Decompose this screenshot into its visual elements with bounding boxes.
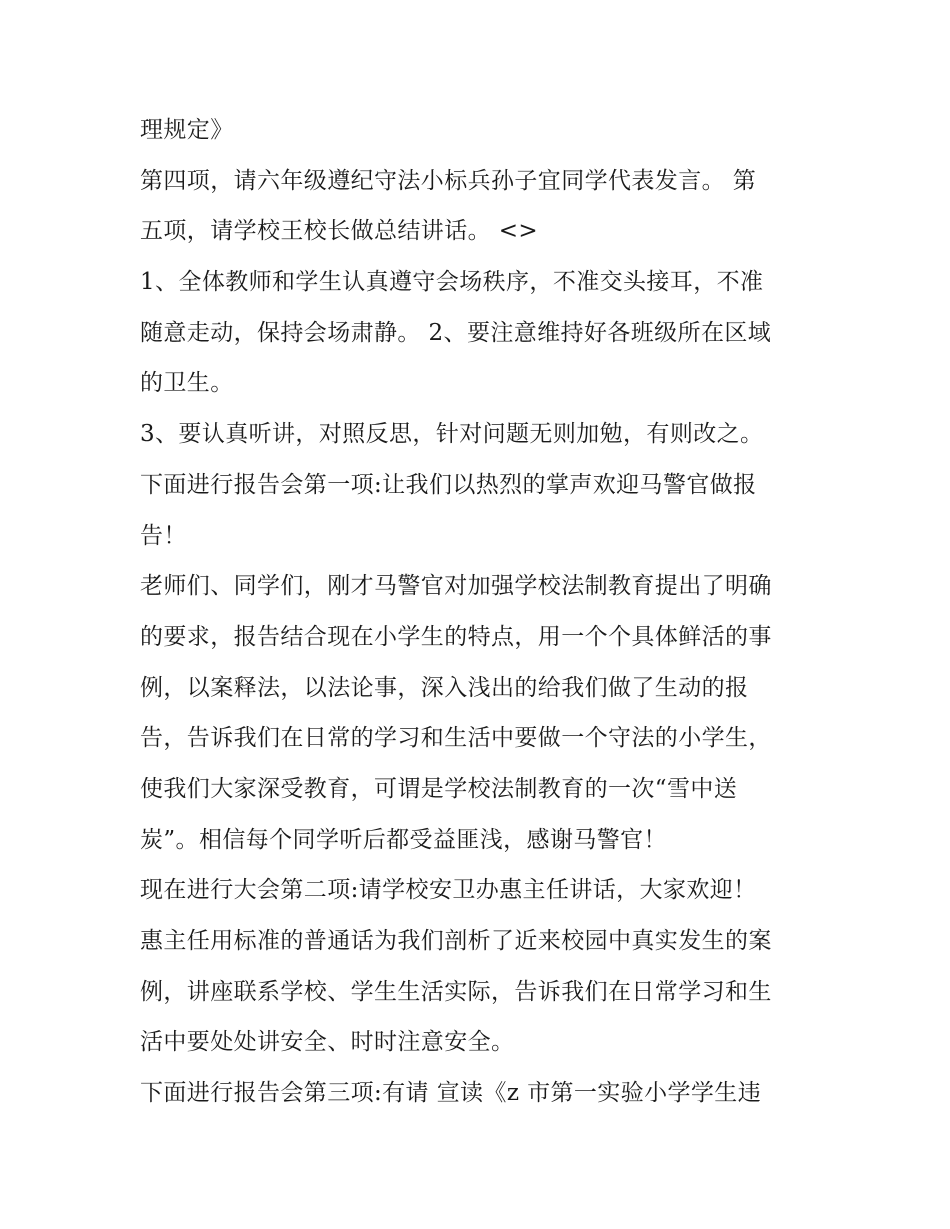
text-line-12: 例，以案释法，以法论事，深入浅出的给我们做了生动的报: [140, 674, 749, 701]
text-line-17: 惠主任用标准的普通话为我们剖析了近来校园中真实发生的案: [140, 928, 772, 954]
text-line-2: 第四项，请六年级遵纪守法小标兵孙子宜同学代表发言。 第: [140, 167, 757, 194]
text-line-3: 五项，请学校王校长做总结讲话。 <>: [140, 218, 539, 245]
text-line-5: 随意走动，保持会场肃静。 2、要注意维持好各班级所在区域: [140, 319, 772, 346]
text-line-8: 下面进行报告会第一项:让我们以热烈的掌声欢迎马警官做报: [140, 471, 757, 498]
text-line-4: 1、全体教师和学生认真遵守会场秩序，不准交头接耳，不准: [140, 269, 764, 296]
text-line-15: 炭”。相信每个同学听后都受益匪浅，感谢马警官！: [140, 826, 667, 853]
text-line-18: 例，讲座联系学校、学生生活实际，告诉我们在日常学习和生: [140, 978, 772, 1005]
text-line-6: 的卫生。: [140, 370, 234, 397]
text-line-13: 告，告诉我们在日常的学习和生活中要做一个守法的小学生，: [140, 725, 772, 752]
text-line-10: 老师们、同学们，刚才马警官对加强学校法制教育提出了明确: [140, 573, 772, 600]
text-line-1: 理规定》: [140, 117, 234, 143]
document-body: [140, 105, 820, 1119]
text-line-9: 告！: [140, 522, 187, 549]
text-line-11: 的要求，报告结合现在小学生的特点，用一个个具体鲜活的事: [140, 623, 772, 650]
text-line-20: 下面进行报告会第三项:有请 宣读《z 市第一实验小学学生违: [140, 1080, 762, 1107]
text-line-16: 现在进行大会第二项:请学校安卫办惠主任讲话，大家欢迎！: [140, 877, 757, 904]
text-line-14: 使我们大家深受教育，可谓是学校法制教育的一次“雪中送: [140, 775, 738, 802]
text-line-7: 3、要认真听讲，对照反思，针对问题无则加勉，有则改之。: [140, 421, 764, 448]
text-line-19: 活中要处处讲安全、时时注意安全。: [140, 1029, 515, 1056]
